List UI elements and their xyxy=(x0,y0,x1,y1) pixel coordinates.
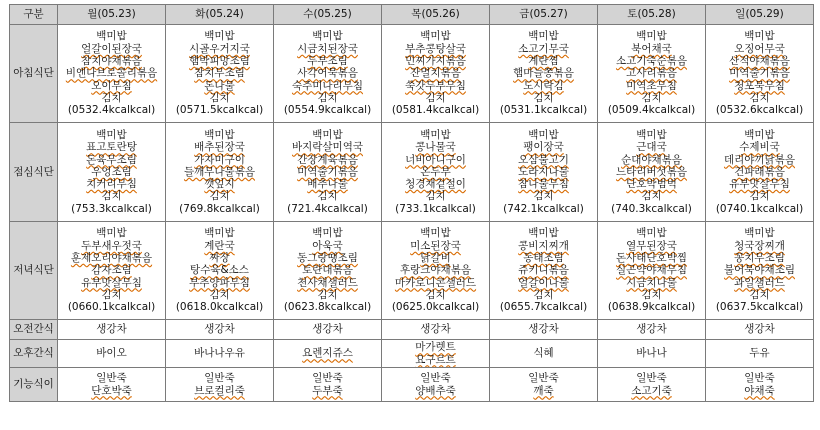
meal-cell-sun xyxy=(706,320,814,340)
menu-item: 배추된장국 xyxy=(194,141,245,154)
menu-item: 소고기무국 xyxy=(518,42,569,55)
meal-cell-mon xyxy=(58,340,166,368)
meal-cell-fri xyxy=(490,222,598,320)
meal-plan-body xyxy=(10,25,814,402)
menu-item: 부추콩탕살국 xyxy=(405,42,466,55)
menu-item: (0655.7kcalkcal) xyxy=(499,301,588,314)
menu-item: (753.3kcalkcal) xyxy=(71,202,152,215)
meal-cell-fri xyxy=(490,25,598,123)
meal-cell-thu xyxy=(382,222,490,320)
menu-item: 부추양파무침 xyxy=(189,276,250,289)
menu-item: (0660.1kcalkcal) xyxy=(67,301,156,314)
menu-item: 바지락살미역국 xyxy=(291,141,363,154)
menu-item: 아욱국 xyxy=(312,239,343,252)
meal-cell-thu xyxy=(382,368,490,402)
menu-item: (0532.4kcalkcal) xyxy=(67,104,156,117)
menu-item: 쥬키니볶음 xyxy=(518,264,569,277)
menu-item: 표고토란탕 xyxy=(86,141,137,154)
menu-item: (0571.5kcalkcal) xyxy=(175,104,264,117)
meal-cell-sat xyxy=(598,320,706,340)
meal-cell-sun xyxy=(706,123,814,222)
menu-item: 치커리무침 xyxy=(86,178,137,191)
menu-item: 백미밥 xyxy=(96,227,127,240)
menu-item: 감자조림 xyxy=(91,264,132,277)
menu-item: 단호박죽 xyxy=(91,384,132,397)
menu-item: 김치 xyxy=(749,91,770,104)
header-day-sat: 토(05.28) xyxy=(598,5,706,25)
menu-item: 백미밥 xyxy=(312,30,343,43)
menu-item: 백미밥 xyxy=(636,30,667,43)
menu-item: 백미밥 xyxy=(528,30,559,43)
menu-item: 두부조림 xyxy=(307,55,348,68)
header-day-wed: 수(05.25) xyxy=(274,5,382,25)
afternoon-snack-row xyxy=(10,340,814,368)
menu-item: 계란찜 xyxy=(528,55,559,68)
menu-item: 두유 xyxy=(749,347,770,360)
menu-item: (0623.8kcalkcal) xyxy=(283,301,372,314)
menu-item: 탕수육&소스 xyxy=(190,264,249,277)
menu-item: 오삼불고기 xyxy=(518,153,569,166)
menu-item: (0509.4kcalkcal) xyxy=(607,104,696,117)
header-day-thu: 목(05.26) xyxy=(382,5,490,25)
meal-cell-wed xyxy=(274,368,382,402)
menu-item: 소고기죽순볶음 xyxy=(615,55,687,68)
menu-item: 건파래볶음 xyxy=(734,165,785,178)
menu-item: 짜장 xyxy=(209,252,230,265)
menu-item: 일반죽 xyxy=(636,372,667,385)
menu-item: 돈나물 xyxy=(204,79,235,92)
menu-item: 김치 xyxy=(641,91,662,104)
menu-item: 오이무침 xyxy=(91,79,132,92)
meal-cell-fri xyxy=(490,368,598,402)
menu-item: 팽이장국 xyxy=(523,141,564,154)
menu-item: 두부새우젓국 xyxy=(81,239,142,252)
menu-item: 잔멸치볶음 xyxy=(410,67,461,80)
menu-item: 유부맛살무침 xyxy=(729,178,790,191)
menu-item: 김치 xyxy=(425,91,446,104)
menu-item: 백미밥 xyxy=(528,128,559,141)
menu-item: (742.1kcalkcal) xyxy=(503,202,584,215)
menu-item: 일반죽 xyxy=(528,372,559,385)
menu-item: 햄마늘쫑볶음 xyxy=(513,67,574,80)
menu-item: 북어채국 xyxy=(631,42,672,55)
meal-cell-tue xyxy=(166,222,274,320)
menu-item: 배추나물 xyxy=(307,178,348,191)
menu-item: 바이오 xyxy=(96,347,127,360)
menu-item: (0625.0kcalkcal) xyxy=(391,301,480,314)
menu-item: 민찌가지볶음 xyxy=(405,55,466,68)
menu-item: 일반죽 xyxy=(96,372,127,385)
menu-item: 김치 xyxy=(533,91,554,104)
menu-item: (0740.1kcalkcal) xyxy=(715,202,804,215)
menu-item: 닭갈비 xyxy=(420,252,451,265)
menu-item: 브로컬리죽 xyxy=(194,384,245,397)
menu-item: (0638.9kcalkcal) xyxy=(607,301,696,314)
menu-item: 김치 xyxy=(209,190,230,203)
weekly-meal-plan-table xyxy=(9,4,814,402)
menu-item: 비엔나브로콜리볶음 xyxy=(65,67,158,80)
menu-item: 계란국 xyxy=(204,239,235,252)
menu-item: 김치 xyxy=(317,190,338,203)
meal-cell-thu xyxy=(382,320,490,340)
menu-item: 꽁치무조림 xyxy=(734,252,785,265)
row-label: 아침식단 xyxy=(10,25,58,123)
header-day-mon: 월(05.23) xyxy=(58,5,166,25)
menu-item: 김치 xyxy=(641,288,662,301)
menu-item: 콩비지찌개 xyxy=(518,239,569,252)
menu-item: 고사리볶음 xyxy=(626,67,677,80)
meal-cell-sun xyxy=(706,25,814,123)
menu-item: (740.3kcalkcal) xyxy=(611,202,692,215)
menu-item: 청포묵무침 xyxy=(734,79,785,92)
menu-item: 토란대볶음 xyxy=(302,264,353,277)
row-label: 점심식단 xyxy=(10,123,58,222)
menu-item: 숙주미나리무침 xyxy=(291,79,363,92)
menu-item: 참치무조림 xyxy=(194,67,245,80)
menu-item: 유부맛살무침 xyxy=(81,276,142,289)
breakfast-row xyxy=(10,25,814,123)
menu-item: 백미밥 xyxy=(204,128,235,141)
menu-item: 열무된장국 xyxy=(626,239,677,252)
menu-item: 미역줄기볶음 xyxy=(729,67,790,80)
meal-cell-mon xyxy=(58,368,166,402)
meal-cell-wed xyxy=(274,123,382,222)
menu-item: 두부죽 xyxy=(312,384,343,397)
menu-item: 생강차 xyxy=(528,323,559,336)
menu-item: 마가렛트 xyxy=(415,341,456,354)
menu-item: (0581.4kcalkcal) xyxy=(391,104,480,117)
menu-item: 쑥갓두부무침 xyxy=(405,79,466,92)
menu-item: 요렌지쥬스 xyxy=(302,347,353,360)
meal-cell-mon xyxy=(58,222,166,320)
menu-item: 느타리버섯볶음 xyxy=(615,165,687,178)
menu-item: 백미밥 xyxy=(204,30,235,43)
menu-item: 김치 xyxy=(749,190,770,203)
menu-item: 데리야끼닭볶음 xyxy=(723,153,795,166)
menu-item: (0618.0kcalkcal) xyxy=(175,301,264,314)
meal-cell-tue xyxy=(166,340,274,368)
menu-item: 우엉조림 xyxy=(91,165,132,178)
row-label: 오전간식 xyxy=(10,320,58,340)
menu-item: 시골우거지국 xyxy=(189,42,250,55)
meal-cell-sat xyxy=(598,340,706,368)
header-day-sun: 일(05.29) xyxy=(706,5,814,25)
meal-plan-table-wrapper xyxy=(9,4,814,402)
menu-item: 김치 xyxy=(209,288,230,301)
dinner-row xyxy=(10,222,814,320)
menu-item: 돈사태단호박찜 xyxy=(615,252,687,265)
menu-item: 오징어무국 xyxy=(734,42,785,55)
menu-item: 김치 xyxy=(317,288,338,301)
menu-item: 간장계육볶음 xyxy=(297,153,358,166)
meal-cell-mon xyxy=(58,25,166,123)
menu-item: 도라지나물 xyxy=(518,165,569,178)
menu-item: 생강차 xyxy=(636,323,667,336)
header-row xyxy=(10,5,814,25)
menu-item: 불어묵야채조림 xyxy=(723,264,795,277)
row-label: 저녁식단 xyxy=(10,222,58,320)
menu-item: 백미밥 xyxy=(204,227,235,240)
menu-item: 깨죽 xyxy=(533,384,554,397)
menu-item: 시금치된장국 xyxy=(297,42,358,55)
header-day-tue: 화(05.24) xyxy=(166,5,274,25)
meal-cell-thu xyxy=(382,123,490,222)
meal-cell-thu xyxy=(382,25,490,123)
menu-item: 소고기죽 xyxy=(631,384,672,397)
menu-item: 요구르트 xyxy=(415,353,456,366)
menu-item: (0637.5kcalkcal) xyxy=(715,301,804,314)
menu-item: 생강차 xyxy=(312,323,343,336)
menu-item: (733.1kcalkcal) xyxy=(395,202,476,215)
menu-item: 사각어묵볶음 xyxy=(297,67,358,80)
menu-item: 김치 xyxy=(209,91,230,104)
menu-item: (0554.9kcalkcal) xyxy=(283,104,372,117)
menu-item: 백미밥 xyxy=(312,227,343,240)
menu-item: 돈육무조림 xyxy=(86,153,137,166)
menu-item: 백미밥 xyxy=(96,128,127,141)
meal-cell-sat xyxy=(598,222,706,320)
menu-item: (721.4kcalkcal) xyxy=(287,202,368,215)
meal-cell-fri xyxy=(490,123,598,222)
menu-item: 김치 xyxy=(425,288,446,301)
menu-item: 백미밥 xyxy=(744,227,775,240)
menu-item: 깻잎지 xyxy=(204,178,235,191)
menu-item: 동태조림 xyxy=(523,252,564,265)
menu-item: 백미밥 xyxy=(96,30,127,43)
menu-item: 백미밥 xyxy=(420,128,451,141)
meal-cell-tue xyxy=(166,123,274,222)
meal-cell-wed xyxy=(274,340,382,368)
menu-item: 실곤약야채무침 xyxy=(615,264,687,277)
meal-cell-sun xyxy=(706,368,814,402)
menu-item: 야채죽 xyxy=(744,384,775,397)
menu-item: 과일샐러드 xyxy=(734,276,785,289)
meal-cell-fri xyxy=(490,320,598,340)
menu-item: 식혜 xyxy=(533,347,554,360)
menu-item: 바나나우유 xyxy=(194,347,245,360)
meal-cell-wed xyxy=(274,25,382,123)
menu-item: 백미밥 xyxy=(528,227,559,240)
menu-item: (0532.6kcalkcal) xyxy=(715,104,804,117)
menu-item: 천사채샐러드 xyxy=(297,276,358,289)
menu-item: 청국장찌개 xyxy=(734,239,785,252)
menu-item: 단호박범벅 xyxy=(626,178,677,191)
menu-item: 김치 xyxy=(101,190,122,203)
meal-cell-sat xyxy=(598,368,706,402)
menu-item: 온두부 xyxy=(420,165,451,178)
meal-cell-sat xyxy=(598,123,706,222)
menu-item: 미역줄기볶음 xyxy=(297,165,358,178)
menu-item: 동그랑땡조림 xyxy=(297,252,358,265)
meal-cell-sat xyxy=(598,25,706,123)
menu-item: 마카로니콘샐러드 xyxy=(394,276,477,289)
meal-cell-tue xyxy=(166,25,274,123)
menu-item: 들깨무나물볶음 xyxy=(183,165,255,178)
header-day-fri: 금(05.27) xyxy=(490,5,598,25)
menu-item: 백미밥 xyxy=(420,227,451,240)
header-label: 구분 xyxy=(10,5,58,25)
menu-item: 백미밥 xyxy=(636,227,667,240)
menu-item: 청경채겉절이 xyxy=(405,178,466,191)
meal-cell-mon xyxy=(58,320,166,340)
menu-item: 얼갈이나물 xyxy=(518,276,569,289)
menu-item: 양배추죽 xyxy=(415,384,456,397)
menu-item: 일반죽 xyxy=(312,372,343,385)
menu-item: 김치 xyxy=(533,288,554,301)
meal-cell-thu xyxy=(382,340,490,368)
menu-item: 백미밥 xyxy=(744,128,775,141)
menu-item: 참나물무침 xyxy=(518,178,569,191)
menu-item: 가자미구이 xyxy=(194,153,245,166)
meal-cell-wed xyxy=(274,222,382,320)
menu-item: (769.8kcalkcal) xyxy=(179,202,260,215)
menu-item: 일반죽 xyxy=(204,372,235,385)
row-label: 기능식이 xyxy=(10,368,58,402)
menu-item: 일반죽 xyxy=(744,372,775,385)
menu-item: 생강차 xyxy=(204,323,235,336)
menu-item: 김치 xyxy=(533,190,554,203)
menu-item: 생강차 xyxy=(744,323,775,336)
menu-item: 김치 xyxy=(749,288,770,301)
menu-item: 미소된장국 xyxy=(410,239,461,252)
menu-item: 바나나 xyxy=(636,347,667,360)
menu-item: 너비아니구이 xyxy=(405,153,466,166)
menu-item: 일반죽 xyxy=(420,372,451,385)
meal-cell-tue xyxy=(166,320,274,340)
menu-item: 미역초무침 xyxy=(626,79,677,92)
menu-item: 생강차 xyxy=(420,323,451,336)
menu-item: 후랑크야채볶음 xyxy=(399,264,471,277)
menu-item: 근대국 xyxy=(636,141,667,154)
menu-item: 백미밥 xyxy=(744,30,775,43)
menu-item: 김치 xyxy=(317,91,338,104)
meal-cell-sun xyxy=(706,340,814,368)
menu-item: 김치 xyxy=(101,288,122,301)
menu-item: 참치야채볶음 xyxy=(81,55,142,68)
meal-cell-wed xyxy=(274,320,382,340)
menu-item: 햄박피망조림 xyxy=(189,55,250,68)
menu-item: 백미밥 xyxy=(420,30,451,43)
menu-item: 생강차 xyxy=(96,323,127,336)
functional-diet-row xyxy=(10,368,814,402)
menu-item: 시금치나물 xyxy=(626,276,677,289)
row-label: 오후간식 xyxy=(10,340,58,368)
menu-item: (0531.1kcalkcal) xyxy=(499,104,588,117)
menu-item: 김치 xyxy=(101,91,122,104)
menu-item: 훈제오리야채볶음 xyxy=(70,252,153,265)
menu-item: 수제비국 xyxy=(739,141,780,154)
meal-cell-sun xyxy=(706,222,814,320)
meal-cell-mon xyxy=(58,123,166,222)
lunch-row xyxy=(10,123,814,222)
menu-item: 도시락김 xyxy=(523,79,564,92)
menu-item: 김치 xyxy=(641,190,662,203)
menu-item: 순대야채볶음 xyxy=(621,153,682,166)
menu-item: 김치 xyxy=(425,190,446,203)
morning-snack-row xyxy=(10,320,814,340)
menu-item: 백미밥 xyxy=(312,128,343,141)
menu-item: 백미밥 xyxy=(636,128,667,141)
menu-item: 얼갈이된장국 xyxy=(81,42,142,55)
menu-item: 콩나물국 xyxy=(415,141,456,154)
menu-item: 산적야채볶음 xyxy=(729,55,790,68)
meal-cell-fri xyxy=(490,340,598,368)
meal-cell-tue xyxy=(166,368,274,402)
